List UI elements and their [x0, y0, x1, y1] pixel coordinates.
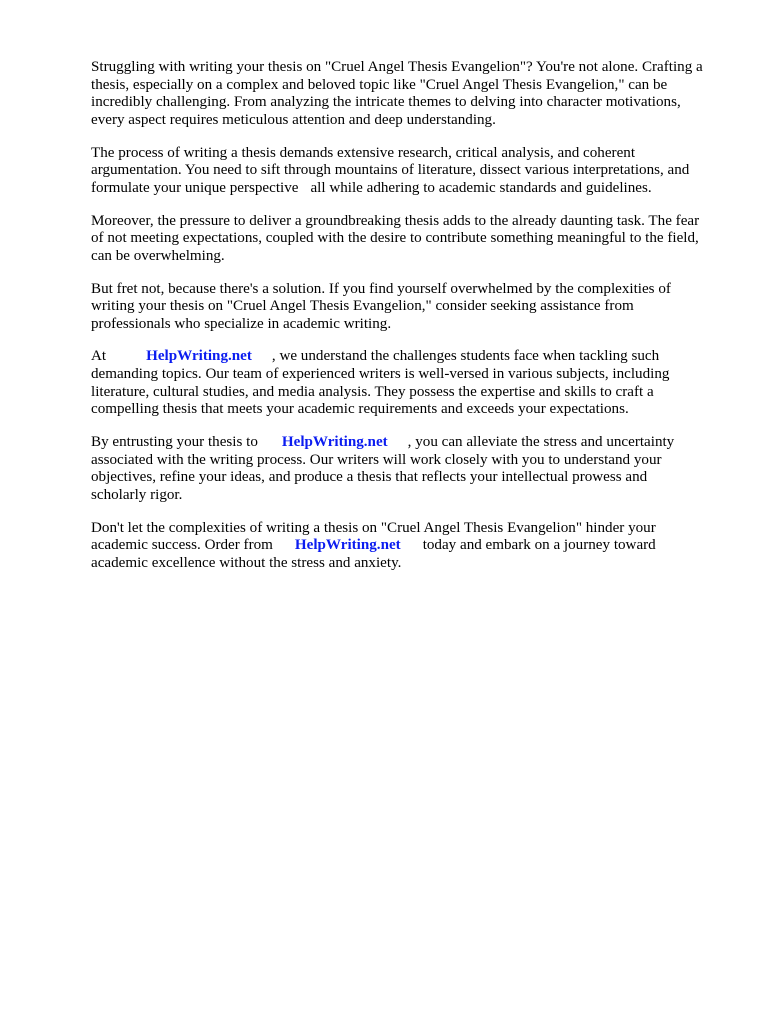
text-line: of not meeting expectations, coupled with the desire to contribute something meaningful to the field, [91, 230, 699, 247]
text-line: Don't let the complexities of writing a thesis on "Cruel Angel Thesis Evangelion" hinder your [91, 519, 656, 536]
text-line: demanding topics. Our team of experienced writers is well-versed in various subjects, including [91, 366, 670, 383]
paragraph-intro [91, 59, 731, 129]
helpwriting-link[interactable]: HelpWriting.net [146, 348, 252, 365]
text-line: professionals who specialize in academic writing. [91, 315, 392, 332]
paragraph-entrusting [91, 434, 731, 504]
text-line: incredibly challenging. From analyzing the intricate themes to delving into character motivations, [91, 94, 681, 111]
text-line: The process of writing a thesis demands extensive research, critical analysis, and coherent [91, 144, 636, 161]
text-line: academic excellence without the stress and anxiety. [91, 554, 402, 571]
text-segment: today and embark on a journey toward [422, 537, 656, 554]
paragraph-pressure [91, 213, 731, 266]
text-line: Moreover, the pressure to deliver a groundbreaking thesis adds to the already daunting task. The fear [91, 212, 700, 229]
text-segment: By entrusting your thesis to [91, 434, 258, 451]
text-line: thesis, especially on a complex and beloved topic like "Cruel Angel Thesis Evangelion," can be [91, 76, 668, 93]
paragraph-process [91, 145, 731, 198]
text-line: scholarly rigor. [91, 486, 183, 503]
text-line: literature, cultural studies, and media analysis. They possess the expertise and skills to craft a [91, 383, 654, 400]
text-line: compelling thesis that meets your academic requirements and exceeds your expectations. [91, 401, 629, 418]
text-line: can be overwhelming. [91, 247, 225, 264]
text-line: writing your thesis on "Cruel Angel Thesis Evangelion," consider seeking assistance from [91, 298, 634, 315]
text-line [91, 180, 731, 198]
paragraph-call-to-action [91, 520, 731, 573]
helpwriting-link[interactable]: HelpWriting.net [294, 537, 401, 554]
text-line [91, 537, 731, 555]
text-segment: , we understand the challenges students face when tackling such [271, 348, 660, 365]
text-segment: formulate your unique perspective [91, 179, 299, 196]
paragraph-solution [91, 281, 731, 334]
text-line [91, 348, 731, 366]
text-segment: , you can alleviate the stress and uncertainty [407, 434, 675, 451]
text-line: Struggling with writing your thesis on "Cruel Angel Thesis Evangelion"? You're not alone. Crafting a [91, 59, 703, 75]
document-page [91, 59, 731, 588]
text-line: argumentation. You need to sift through mountains of literature, dissect various interpretations, and [91, 162, 690, 179]
text-line: objectives, refine your ideas, and produce a thesis that reflects your intellectual prowess and [91, 469, 648, 486]
text-segment: At [91, 348, 107, 365]
text-line: every aspect requires meticulous attention and deep understanding. [91, 111, 496, 128]
paragraph-about-service [91, 348, 731, 418]
text-line: But fret not, because there's a solution. If you find yourself overwhelmed by the complexities of [91, 280, 671, 297]
text-segment: academic success. Order from [91, 537, 273, 554]
text-line [91, 434, 731, 452]
text-line: associated with the writing process. Our writers will work closely with you to understand your [91, 451, 662, 468]
text-segment: all while adhering to academic standards and guidelines. [310, 179, 652, 196]
helpwriting-link[interactable]: HelpWriting.net [281, 434, 388, 451]
